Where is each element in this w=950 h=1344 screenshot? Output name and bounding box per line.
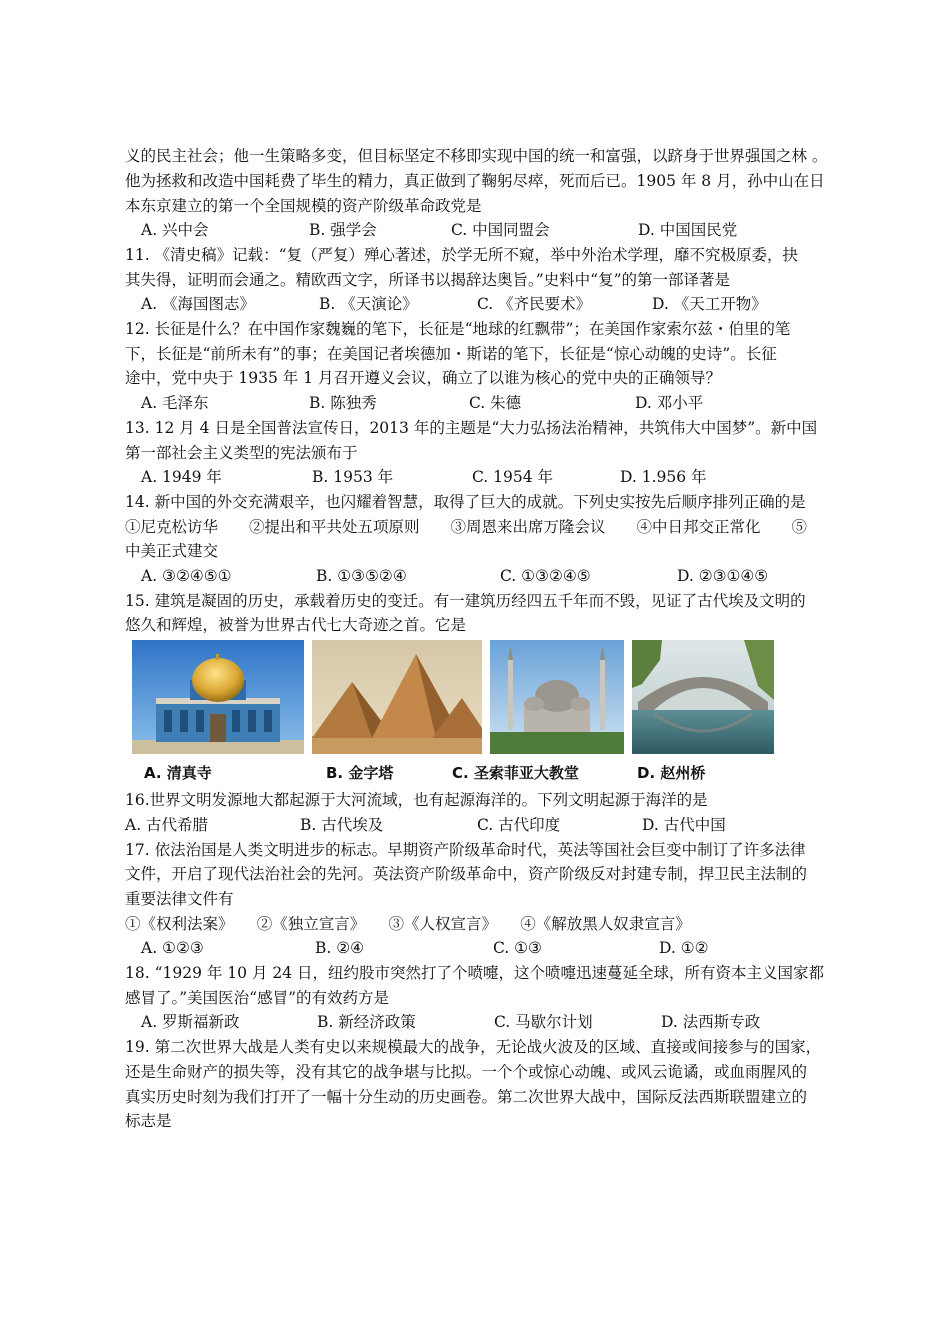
text-line: 他为拯救和改造中国耗费了毕生的精力，真正做到了鞠躬尽瘁，死而后已。1905 年 8 月，孙中山在日	[125, 172, 825, 190]
option-d: D. 法西斯专政	[661, 1013, 761, 1031]
option-a: A. ①②③	[141, 939, 204, 957]
option-b: B. 陈独秀	[309, 394, 377, 412]
text-line: 还是生命财产的损失等，没有其它的战争堪与比拟。一个个或惊心动魄、或风云诡谲，或血雨腥风的	[125, 1063, 808, 1081]
option-d: D. 1.956 年	[620, 468, 707, 486]
option-c: C. ①③	[493, 939, 542, 957]
option-d: D. 古代中国	[642, 816, 726, 834]
option-a: A. 古代希腊	[125, 816, 209, 834]
option-c: C. 朱德	[469, 394, 522, 412]
option-c: C. ①③②④⑤	[500, 567, 591, 585]
image-label-b: B. 金字塔	[326, 764, 394, 782]
question-11: 11. 《清史稿》记载：“复（严复）殚心著述，於学无所不窥，举中外治术学理，靡不究极原委，抉	[125, 246, 799, 264]
question-16: 16.世界文明发源地大都起源于大河流域，也有起源海洋的。下列文明起源于海洋的是	[125, 791, 708, 809]
mosque-image	[132, 640, 304, 754]
image-label-c: C. 圣索菲亚大教堂	[452, 764, 579, 782]
option-b: B. 强学会	[309, 221, 377, 239]
option-a: A. ③②④⑤①	[141, 567, 232, 585]
option-d: D. 《天工开物》	[652, 295, 767, 313]
option-a: A. 兴中会	[141, 221, 209, 239]
question-17: 17. 依法治国是人类文明进步的标志。早期资产阶级革命时代，英法等国社会巨变中制订了许多法律	[125, 841, 806, 859]
option-d: D. 邓小平	[635, 394, 704, 412]
option-a: A. 毛泽东	[141, 394, 209, 412]
text-line: 第一部社会主义类型的宪法颁布于	[125, 444, 358, 462]
pyramids-image	[312, 640, 482, 754]
image-label-d: D. 赵州桥	[637, 764, 706, 782]
question-14: 14. 新中国的外交充满艰辛，也闪耀着智慧，取得了巨大的成就。下列史实按先后顺序排列正确的是	[125, 493, 806, 511]
text-line: 本东京建立的第一个全国规模的资产阶级革命政党是	[125, 197, 482, 215]
text-line: 真实历史时刻为我们打开了一幅十分生动的历史画卷。第二次世界大战中，国际反法西斯联盟建立的	[125, 1088, 808, 1106]
option-a: A. 罗斯福新政	[141, 1013, 240, 1031]
option-d: D. 中国国民党	[638, 221, 738, 239]
text-line: 途中，党中央于 1935 年 1 月召开遵义会议，确立了以谁为核心的党中央的正确领导？	[125, 369, 722, 387]
text-line: ①尼克松访华 ②提出和平共处五项原则 ③周恩来出席万隆会议 ④中日邦交正常化 ⑤	[125, 518, 808, 536]
option-a: A. 《海国图志》	[141, 295, 256, 313]
option-a: A. 1949 年	[141, 468, 222, 486]
question-12: 12. 长征是什么？在中国作家魏巍的笔下，长征是“地球的红飘带”；在美国作家索尔兹・伯里的笔	[125, 320, 791, 338]
image-label-a: A. 清真寺	[144, 764, 212, 782]
option-b: B. ①③⑤②④	[316, 567, 407, 585]
question-19: 19. 第二次世界大战是人类有史以来规模最大的战争，无论战火波及的区域、直接或间接参与的国家，	[125, 1038, 822, 1056]
option-b: B. 《天演论》	[319, 295, 418, 313]
option-c: C. 古代印度	[477, 816, 561, 834]
text-line: 重要法律文件有	[125, 890, 234, 908]
text-line: 义的民主社会；他一生策略多变，但目标坚定不移即实现中国的统一和富强，以跻身于世界强国之林 。	[125, 147, 828, 165]
option-b: B. 1953 年	[312, 468, 394, 486]
option-c: C. 《齐民要术》	[477, 295, 592, 313]
option-b: B. 古代埃及	[300, 816, 384, 834]
zhaozhou-bridge-image	[632, 640, 774, 754]
option-c: C. 马歇尔计划	[494, 1013, 593, 1031]
option-c: C. 1954 年	[472, 468, 554, 486]
question-18: 18. “1929 年 10 月 24 日，纽约股市突然打了个喷嚏，这个喷嚏迅速蔓延全球，所有资本主义国家都	[125, 964, 825, 982]
option-d: D. ②③①④⑤	[677, 567, 769, 585]
option-b: B. 新经济政策	[317, 1013, 416, 1031]
text-line: 感冒了。”美国医治“感冒”的有效药方是	[125, 989, 390, 1007]
text-line: 下，长征是“前所未有”的事；在美国记者埃德加・斯诺的笔下，长征是“惊心动魄的史诗”。长征	[125, 345, 777, 363]
text-line: ①《权利法案》 ②《独立宣言》 ③《人权宣言》 ④《解放黑人奴隶宣言》	[125, 915, 691, 933]
option-d: D. ①②	[659, 939, 709, 957]
text-line: 文件，开启了现代法治社会的先河。英法资产阶级革命中，资产阶级反对封建专制，捍卫民主法制的	[125, 865, 808, 883]
question-13: 13. 12 月 4 日是全国普法宣传日，2013 年的主题是“大力弘扬法治精神，共筑伟大中国梦”。新中国	[125, 419, 818, 437]
text-line: 标志是	[125, 1112, 172, 1130]
option-c: C. 中国同盟会	[451, 221, 550, 239]
text-line: 悠久和辉煌，被誉为世界古代七大奇迹之首。它是	[125, 616, 467, 634]
text-line: 中美正式建交	[125, 542, 219, 560]
option-b: B. ②④	[315, 939, 365, 957]
text-line: 其失得，证明而会通之。精欧西文字，所译书以揭辞达奥旨。”史料中“复”的第一部译著是	[125, 271, 731, 289]
hagia-sophia-image	[490, 640, 624, 754]
question-15: 15. 建筑是凝固的历史，承载着历史的变迁。有一建筑历经四五千年而不毁，见证了古代埃及文明的	[125, 592, 806, 610]
